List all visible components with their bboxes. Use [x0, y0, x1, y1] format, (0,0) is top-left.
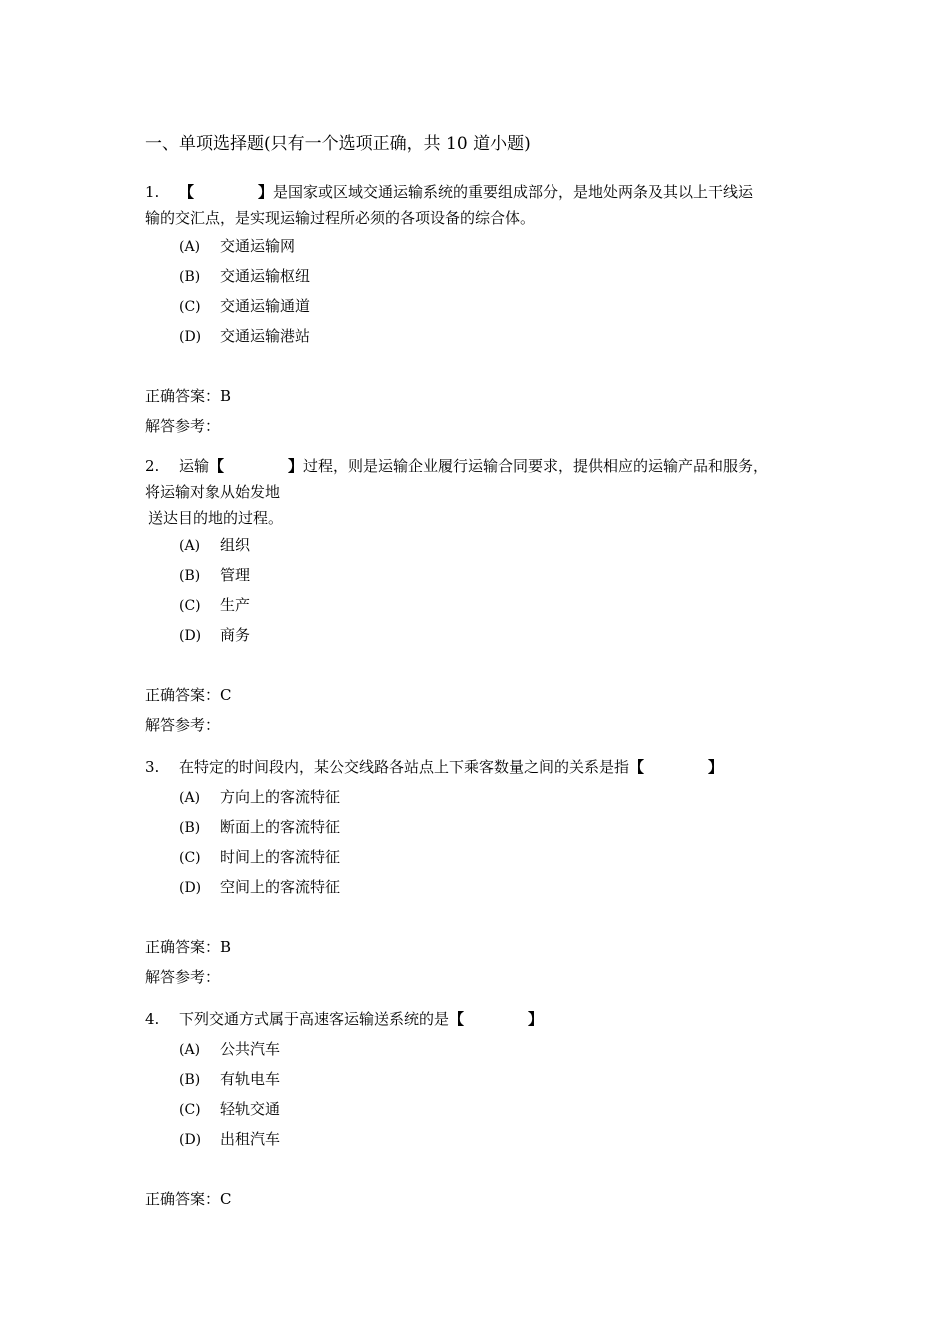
option-letter: (D)	[179, 628, 202, 644]
option-text: 组织	[220, 536, 251, 554]
answer-blank-open: 【	[449, 1010, 465, 1028]
option-b	[179, 817, 340, 838]
question-number: 3.	[145, 758, 160, 776]
question-1-stem	[145, 182, 753, 202]
correct-answer-label: 正确答案：	[145, 938, 221, 956]
option-letter: (B)	[179, 269, 201, 285]
option-a	[179, 1039, 280, 1060]
option-text: 生产	[220, 596, 251, 614]
correct-answer-value: C	[220, 1190, 232, 1208]
option-letter: (B)	[179, 568, 201, 584]
option-letter: (B)	[179, 1072, 201, 1088]
option-c	[179, 847, 340, 868]
option-text: 有轨电车	[220, 1070, 281, 1088]
question-number: 2.	[145, 457, 160, 475]
correct-answer	[145, 1189, 232, 1209]
question-2-stem	[145, 456, 768, 476]
question-3-stem	[145, 757, 723, 777]
option-text: 商务	[220, 626, 251, 644]
reference-label: 解答参考：	[145, 417, 221, 435]
option-letter: (D)	[179, 880, 202, 896]
option-text: 轻轨交通	[220, 1100, 281, 1118]
correct-answer	[145, 685, 232, 705]
option-b	[179, 565, 250, 586]
option-text: 空间上的客流特征	[220, 878, 341, 896]
section-title: 一、单项选择题(只有一个选项正确，共 10 道小题)	[145, 134, 531, 154]
option-text: 管理	[220, 566, 251, 584]
answer-blank-close: 】	[258, 183, 274, 201]
option-text: 出租汽车	[220, 1130, 281, 1148]
option-text: 公共汽车	[220, 1040, 281, 1058]
option-letter: (C)	[179, 1102, 201, 1118]
option-b	[179, 1069, 280, 1090]
question-2-stem-line3: 送达目的地的过程。	[148, 509, 284, 527]
question-stem-prefix: 运输	[179, 457, 210, 475]
option-letter: (A)	[179, 239, 201, 255]
question-1-stem-line2: 输的交汇点，是实现运输过程所必须的各项设备的综合体。	[145, 209, 536, 227]
option-letter: (A)	[179, 538, 201, 554]
option-letter: (B)	[179, 820, 201, 836]
answer-blank-open: 【	[629, 758, 645, 776]
answer-blank-close: 】	[528, 1010, 544, 1028]
option-d	[179, 326, 310, 347]
question-stem-text: 下列交通方式属于高速客运输送系统的是	[179, 1010, 450, 1028]
option-text: 方向上的客流特征	[220, 788, 341, 806]
option-a	[179, 535, 250, 556]
correct-answer	[145, 386, 231, 406]
option-c	[179, 296, 310, 317]
answer-blank-open: 【	[209, 457, 225, 475]
option-text: 交通运输网	[220, 237, 296, 255]
correct-answer-label: 正确答案：	[145, 1190, 221, 1208]
question-4-stem	[145, 1009, 543, 1029]
option-text: 交通运输枢纽	[220, 267, 311, 285]
question-number: 1.	[145, 183, 160, 201]
option-text: 断面上的客流特征	[220, 818, 341, 836]
correct-answer-value: C	[220, 686, 232, 704]
option-letter: (C)	[179, 598, 201, 614]
question-stem-text: 过程，则是运输企业履行运输合同要求，提供相应的运输产品和服务，	[303, 457, 769, 475]
correct-answer-label: 正确答案：	[145, 686, 221, 704]
question-stem-text: 在特定的时间段内，某公交线路各站点上下乘客数量之间的关系是指	[179, 758, 630, 776]
correct-answer-value: B	[220, 938, 232, 956]
option-c	[179, 1099, 280, 1120]
option-text: 交通运输通道	[220, 297, 311, 315]
answer-blank-close: 】	[288, 457, 304, 475]
reference-label: 解答参考：	[145, 968, 221, 986]
option-letter: (C)	[179, 299, 201, 315]
question-stem-text: 是国家或区域交通运输系统的重要组成部分，是地处两条及其以上干线运	[273, 183, 754, 201]
correct-answer-label: 正确答案：	[145, 387, 221, 405]
reference-label: 解答参考：	[145, 716, 221, 734]
option-text: 时间上的客流特征	[220, 848, 341, 866]
correct-answer-value: B	[220, 387, 232, 405]
correct-answer	[145, 937, 231, 957]
option-d	[179, 877, 340, 898]
option-letter: (D)	[179, 329, 202, 345]
question-number: 4.	[145, 1010, 160, 1028]
option-text: 交通运输港站	[220, 327, 311, 345]
option-c	[179, 595, 250, 616]
answer-blank-open: 【	[179, 183, 195, 201]
option-letter: (A)	[179, 790, 201, 806]
option-letter: (A)	[179, 1042, 201, 1058]
option-letter: (D)	[179, 1132, 202, 1148]
question-2-stem-line2: 将运输对象从始发地	[145, 483, 281, 501]
option-d	[179, 1129, 280, 1150]
option-a	[179, 787, 340, 808]
option-letter: (C)	[179, 850, 201, 866]
option-a	[179, 236, 295, 257]
option-d	[179, 625, 250, 646]
option-b	[179, 266, 310, 287]
answer-blank-close: 】	[708, 758, 724, 776]
